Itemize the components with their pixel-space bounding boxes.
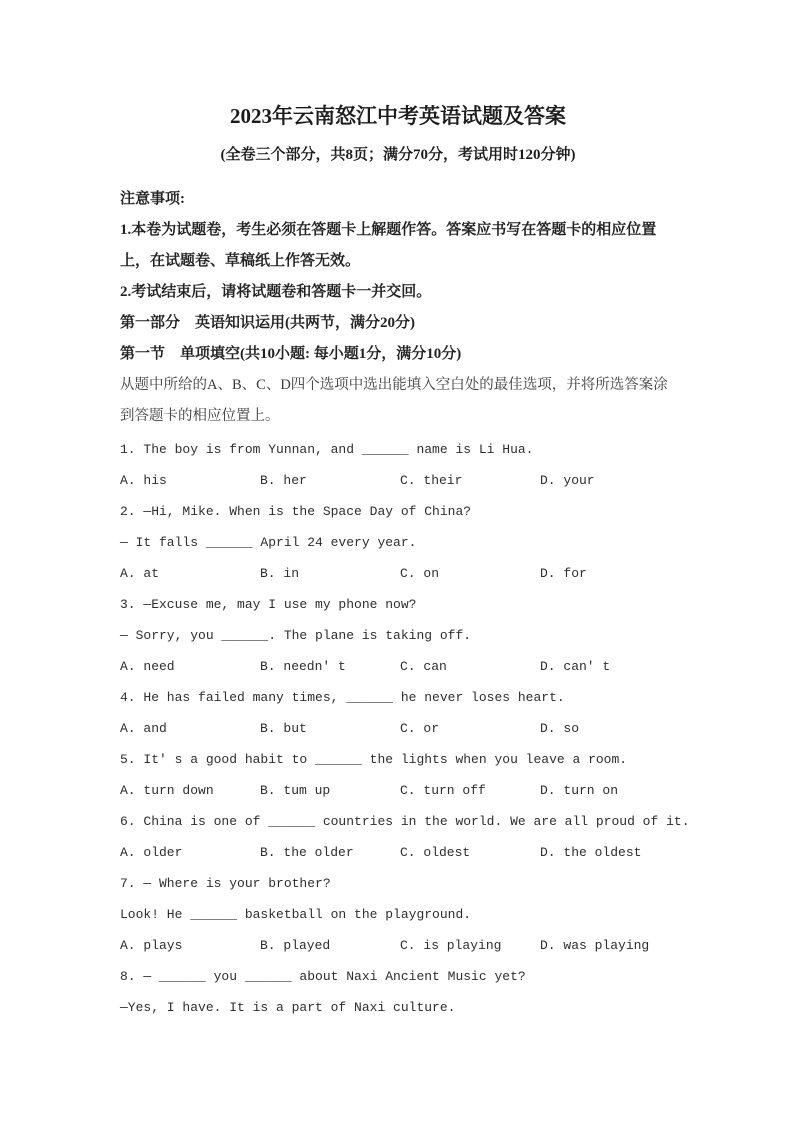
- question-6: [120, 806, 690, 868]
- section-one-heading: 第一节 单项填空(共10小题: 每小题1分，满分10分): [120, 346, 462, 362]
- question-3-option-A: A. need: [120, 659, 175, 674]
- notice-heading: 注意事项:: [120, 191, 185, 207]
- question-3-stem-line-2: — Sorry, you ______. The plane is taking off.: [120, 628, 472, 643]
- question-6-options-row: [120, 837, 676, 868]
- question-3-stem-line-1: 3. —Excuse me, may I use my phone now?: [120, 597, 417, 612]
- section-instructions: 从题中所给的A、B、C、D四个选项中选出能填入空白处的最佳选项，并将所选答案涂到答题卡的相应位置上。: [120, 377, 668, 424]
- question-3-option-C: C. can: [400, 659, 447, 674]
- page-title: 2023年云南怒江中考英语试题及答案: [230, 104, 566, 128]
- question-7: [120, 868, 676, 961]
- question-1-options-row: [120, 465, 676, 496]
- question-3-options-row: [120, 651, 676, 682]
- question-8: [120, 961, 676, 1023]
- question-5-option-D: D. turn on: [540, 783, 619, 798]
- question-2-stem-line-1: 2. —Hi, Mike. When is the Space Day of China?: [120, 504, 472, 519]
- question-7-stem-line-1: 7. — Where is your brother?: [120, 876, 331, 891]
- question-1: [120, 434, 676, 496]
- question-2-option-B: B. in: [260, 566, 300, 581]
- question-5-option-B: B. tum up: [260, 783, 331, 798]
- question-4-option-C: C. or: [400, 721, 440, 736]
- question-3-option-B: B. needn' t: [260, 659, 346, 674]
- question-4: [120, 682, 676, 744]
- question-7-option-B: B. played: [260, 938, 331, 953]
- question-5-options-row: [120, 775, 676, 806]
- question-1-option-B: B. her: [260, 473, 307, 488]
- question-6-option-C: C. oldest: [400, 845, 471, 860]
- question-6-stem-line-1: 6. China is one of ______ countries in the world. We are all proud of it.: [120, 814, 690, 829]
- notice-item-1: 1.本卷为试题卷，考生必须在答题卡上解题作答。答案应书写在答题卡的相应位置上，在试题卷、草稿纸上作答无效。: [120, 222, 657, 269]
- question-2-option-C: C. on: [400, 566, 440, 581]
- question-5-option-A: A. turn down: [120, 783, 214, 798]
- question-8-stem-line-1: 8. — ______ you ______ about Naxi Ancient Music yet?: [120, 969, 526, 984]
- question-4-option-D: D. so: [540, 721, 580, 736]
- question-1-option-D: D. your: [540, 473, 595, 488]
- question-4-stem-line-1: 4. He has failed many times, ______ he never loses heart.: [120, 690, 565, 705]
- exam-subtitle: (全卷三个部分，共8页；满分70分，考试用时120分钟): [220, 147, 576, 163]
- question-list: [120, 434, 690, 1023]
- question-2-option-A: A. at: [120, 566, 160, 581]
- question-4-options-row: [120, 713, 676, 744]
- question-7-options-row: [120, 930, 676, 961]
- question-7-option-D: D. was playing: [540, 938, 650, 953]
- question-7-option-A: A. plays: [120, 938, 183, 953]
- question-6-option-B: B. the older: [260, 845, 354, 860]
- part-one-heading: 第一部分 英语知识运用(共两节，满分20分): [120, 315, 415, 331]
- question-2: [120, 496, 676, 589]
- question-5-option-C: C. turn off: [400, 783, 486, 798]
- question-3: [120, 589, 676, 682]
- question-4-option-A: A. and: [120, 721, 167, 736]
- question-1-option-A: A. his: [120, 473, 167, 488]
- question-5-stem-line-1: 5. It' s a good habit to ______ the lights when you leave a room.: [120, 752, 628, 767]
- question-2-option-D: D. for: [540, 566, 587, 581]
- question-7-option-C: C. is playing: [400, 938, 502, 953]
- question-1-option-C: C. their: [400, 473, 463, 488]
- question-2-stem-line-2: — It falls ______ April 24 every year.: [120, 535, 417, 550]
- question-4-option-B: B. but: [260, 721, 307, 736]
- question-1-stem-line-1: 1. The boy is from Yunnan, and ______ name is Li Hua.: [120, 442, 534, 457]
- question-8-stem-line-2: —Yes, I have. It is a part of Naxi culture.: [120, 1000, 456, 1015]
- question-6-option-D: D. the oldest: [540, 845, 642, 860]
- question-7-stem-line-2: Look! He ______ basketball on the playground.: [120, 907, 472, 922]
- question-6-option-A: A. older: [120, 845, 183, 860]
- notice-item-2: 2.考试结束后，请将试题卷和答题卡一并交回。: [120, 284, 432, 300]
- question-3-option-D: D. can' t: [540, 659, 611, 674]
- question-5: [120, 744, 676, 806]
- question-2-options-row: [120, 558, 676, 589]
